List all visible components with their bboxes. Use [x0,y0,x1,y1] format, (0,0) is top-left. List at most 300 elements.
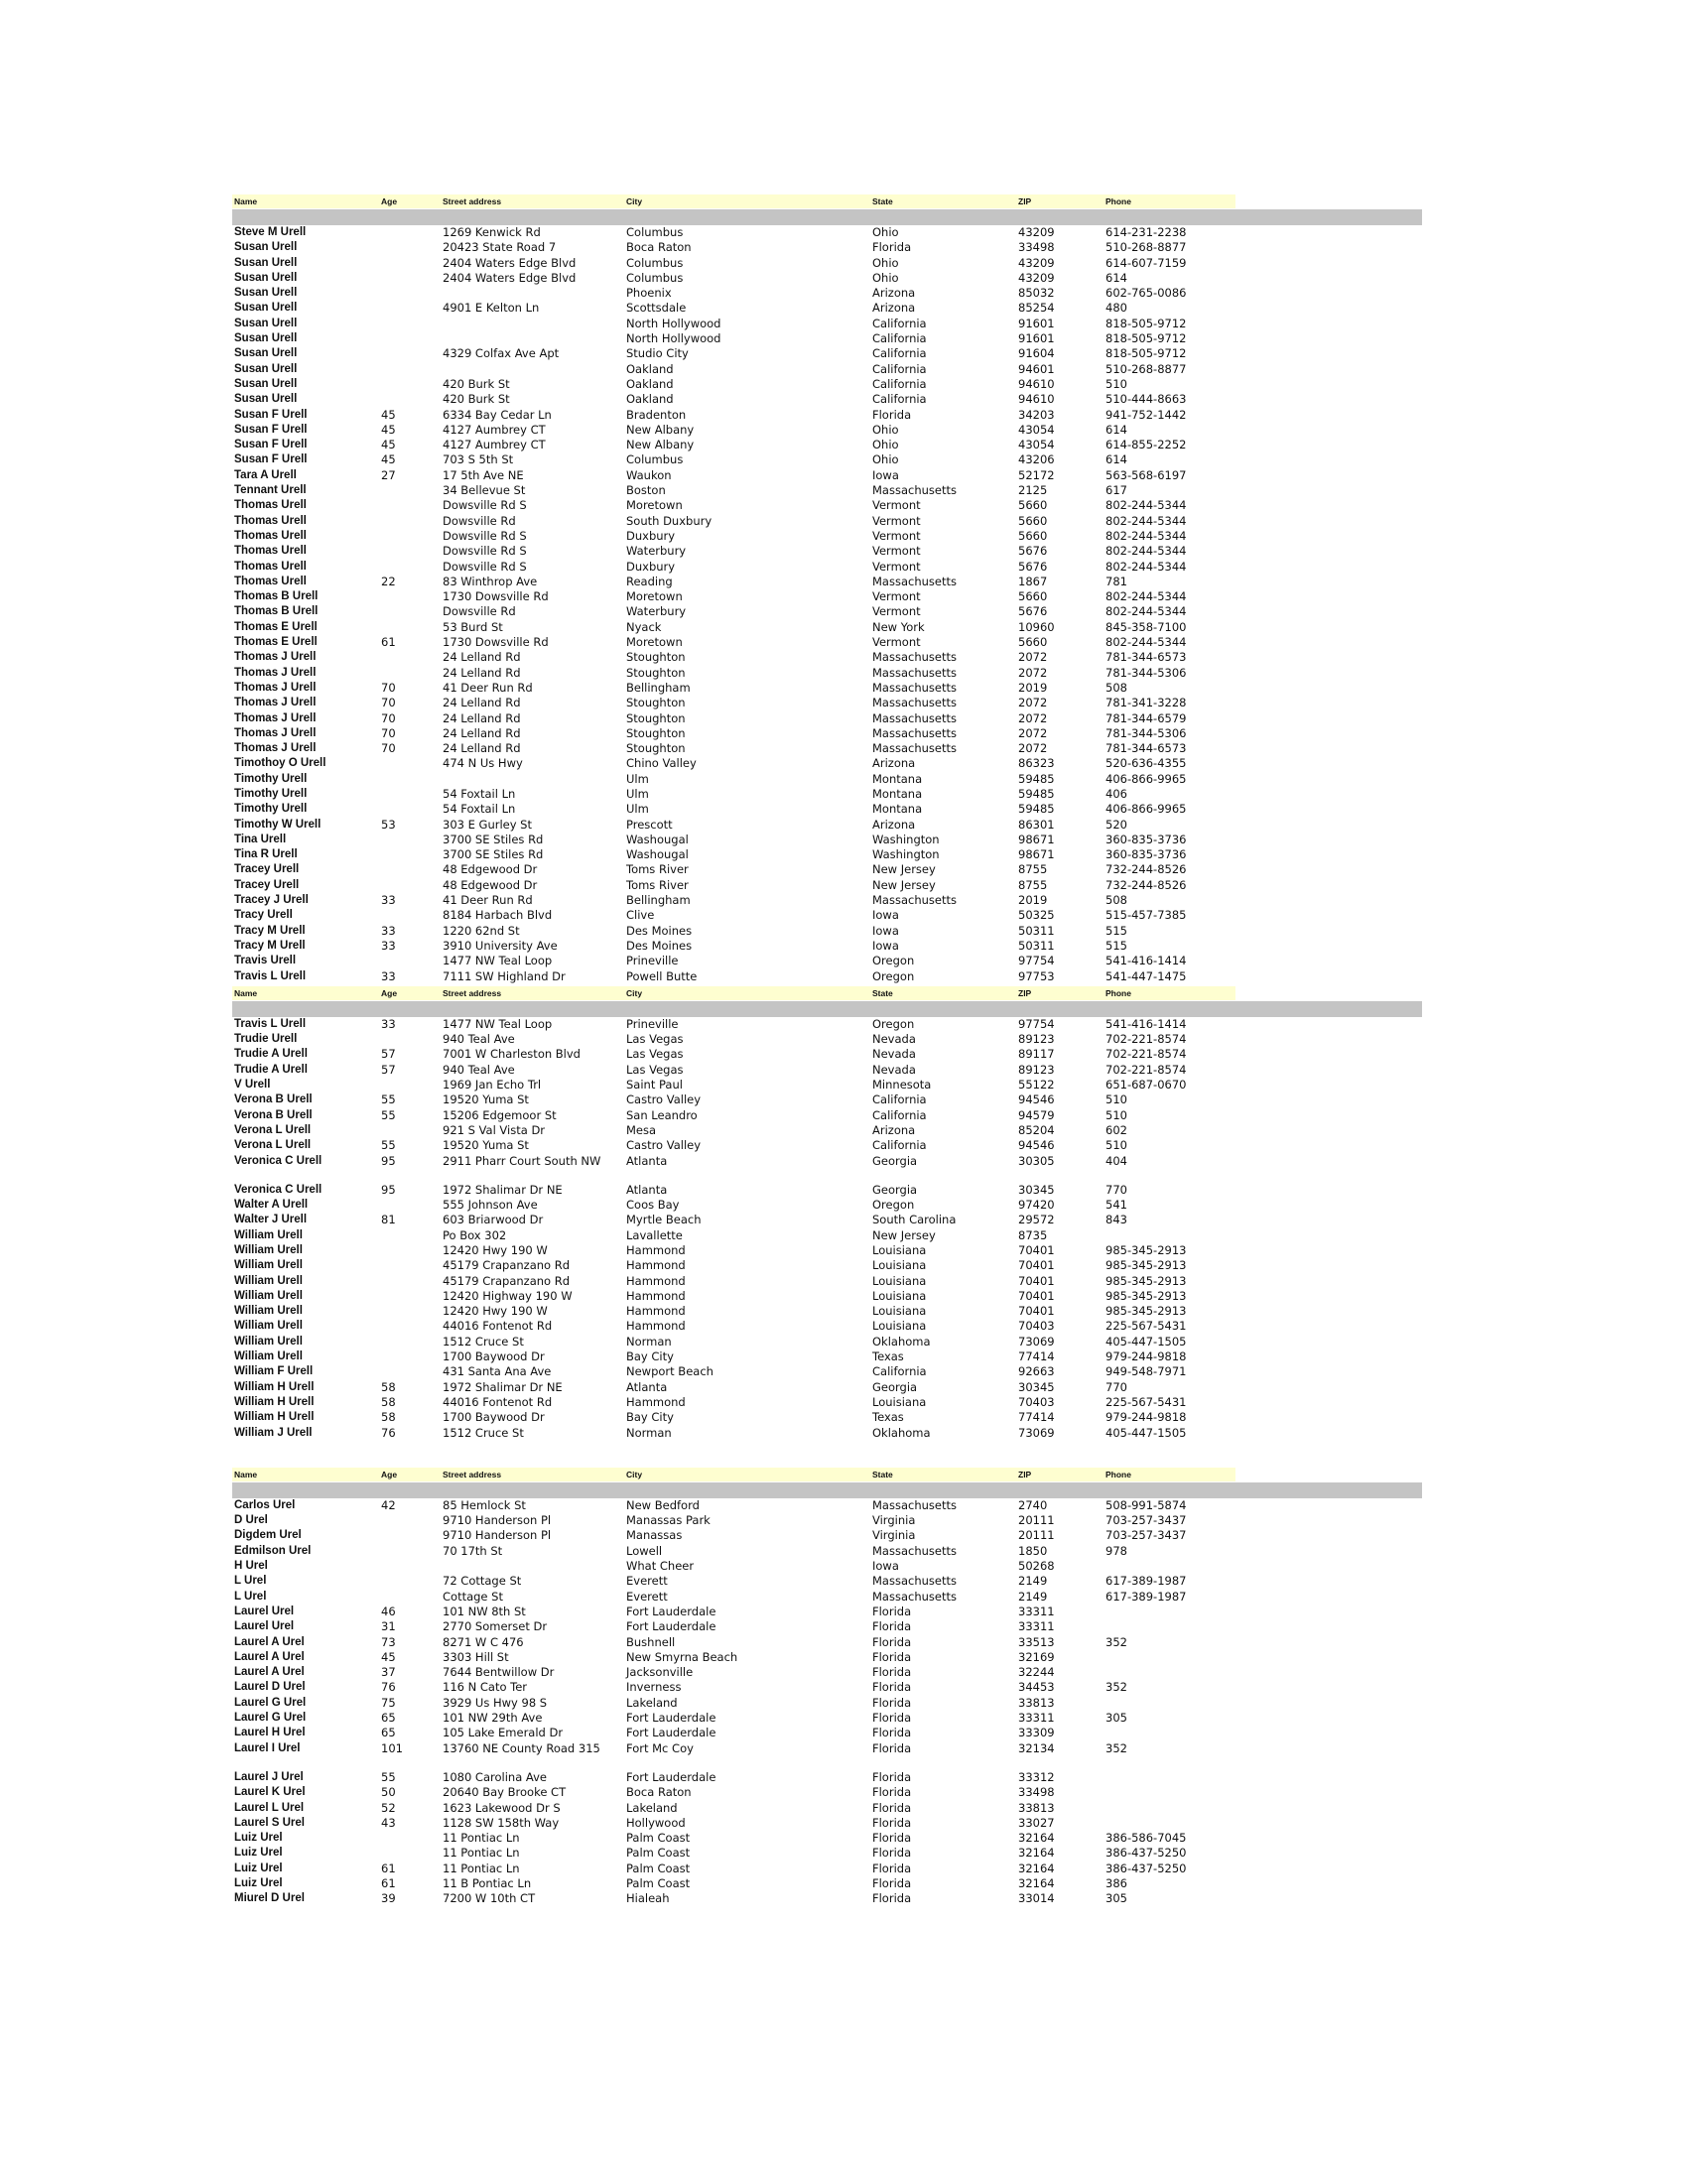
street-cell: 1269 Kenwick Rd [443,225,541,239]
city-cell: Manassas [626,1528,683,1543]
name-cell: Walter A Urell [234,1199,309,1212]
street-cell: 1700 Baywood Dr [443,1410,545,1425]
state-cell: Louisiana [872,1319,927,1334]
street-cell: 3929 Us Hwy 98 S [443,1695,548,1710]
state-cell: Oregon [872,954,915,968]
table-row [232,1498,1423,1513]
name-cell: Luiz Urel [234,1847,283,1860]
table-row [232,589,1423,604]
street-cell: 603 Briarwood Dr [443,1213,544,1227]
street-cell: 1730 Dowsville Rd [443,635,549,650]
name-cell: Susan F Urell [234,439,308,451]
name-cell: Thomas Urell [234,499,307,512]
street-cell: 45179 Crapanzano Rd [443,1273,571,1288]
zip-cell: 32164 [1018,1846,1055,1861]
state-cell: Florida [872,1769,912,1784]
phone-cell: 845-358-7100 [1105,619,1187,634]
street-cell: 41 Deer Run Rd [443,680,533,695]
table-row [232,787,1423,802]
name-cell: Tracey J Urell [234,894,309,907]
phone-cell: 541 [1105,1198,1127,1213]
phone-cell: 541-416-1414 [1105,1016,1187,1031]
age-cell: 52 [381,1800,396,1815]
city-cell: Hammond [626,1319,686,1334]
table-row [232,1017,1423,1032]
table-row [232,1846,1423,1861]
name-cell: Laurel D Urel [234,1681,306,1694]
name-cell: V Urell [234,1079,271,1092]
zip-cell: 77414 [1018,1349,1055,1364]
state-cell: New Jersey [872,877,936,892]
zip-cell: 94601 [1018,361,1055,376]
street-cell: Dowsville Rd S [443,528,527,543]
street-cell: 7200 W 10th CT [443,1891,536,1906]
street-cell: 1512 Cruce St [443,1334,524,1349]
street-cell: 4127 Aumbrey CT [443,422,546,437]
street-cell: 1730 Dowsville Rd [443,589,549,604]
zip-cell: 2149 [1018,1589,1048,1604]
street-cell: 3910 University Ave [443,938,558,953]
zip-cell: 20111 [1018,1513,1055,1528]
zip-cell: 70401 [1018,1273,1055,1288]
phone-cell: 985-345-2913 [1105,1258,1187,1273]
name-cell: Thomas Urell [234,545,307,558]
street-cell: 72 Cottage St [443,1574,522,1589]
city-cell: Oakland [626,392,674,407]
table-row [232,650,1423,665]
street-cell: 19520 Yuma St [443,1092,529,1107]
zip-cell: 50325 [1018,908,1055,923]
state-cell: Louisiana [872,1394,927,1409]
phone-cell: 305 [1105,1711,1127,1726]
name-cell: Thomas J Urell [234,726,317,739]
state-cell: Oregon [872,968,915,983]
city-cell: New Albany [626,422,695,437]
state-cell: Florida [872,1726,912,1740]
state-cell: Massachusetts [872,1574,957,1589]
column-header: City [626,1469,643,1479]
name-cell: William Urell [234,1335,303,1348]
zip-cell: 30305 [1018,1153,1055,1168]
table-row [232,271,1423,286]
zip-cell: 2072 [1018,725,1048,740]
city-cell: South Duxbury [626,513,713,528]
column-header: Phone [1105,196,1131,206]
state-cell: California [872,316,927,330]
name-cell: Susan Urell [234,302,298,315]
phone-cell: 732-244-8526 [1105,862,1187,877]
state-cell: California [872,361,927,376]
city-cell: Everett [626,1589,668,1604]
phone-cell: 818-505-9712 [1105,331,1187,346]
table-row [232,1831,1423,1846]
city-cell: Atlanta [626,1182,668,1197]
table-row [232,423,1423,438]
name-cell: Laurel A Urel [234,1666,305,1679]
name-cell: Laurel K Urel [234,1786,306,1799]
zip-cell: 70403 [1018,1319,1055,1334]
street-cell: 1972 Shalimar Dr NE [443,1379,563,1394]
age-cell: 76 [381,1680,396,1695]
street-cell: 4329 Colfax Ave Apt [443,346,560,361]
table-row [232,1380,1423,1395]
phone-cell: 843 [1105,1213,1127,1227]
phone-cell: 352 [1105,1680,1127,1695]
zip-cell: 10960 [1018,619,1055,634]
header-divider [232,209,1422,225]
phone-cell: 802-244-5344 [1105,528,1187,543]
table-row [232,452,1423,467]
zip-cell: 5660 [1018,528,1048,543]
city-cell: Palm Coast [626,1846,691,1861]
column-header-row [232,194,1235,208]
age-cell: 45 [381,452,396,467]
city-cell: Myrtle Beach [626,1213,702,1227]
state-cell: Arizona [872,756,916,771]
phone-cell: 510-444-8663 [1105,392,1187,407]
table-row [232,666,1423,681]
street-cell: 11 B Pontiac Ln [443,1875,532,1890]
state-cell: California [872,1364,927,1379]
street-cell: Dowsville Rd S [443,544,527,559]
zip-cell: 70401 [1018,1288,1055,1303]
name-cell: Veronica C Urell [234,1154,323,1167]
table-row [232,1711,1423,1726]
name-cell: Susan Urell [234,256,298,269]
column-header: Street address [443,196,502,206]
table-row [232,1680,1423,1695]
city-cell: Saint Paul [626,1078,683,1092]
city-cell: Lavallette [626,1227,683,1242]
state-cell: Georgia [872,1379,918,1394]
name-cell: Tracy Urell [234,909,293,922]
city-cell: Stoughton [626,710,686,725]
state-cell: Florida [872,1740,912,1755]
city-cell: Bushnell [626,1634,676,1649]
city-cell: Manassas Park [626,1513,711,1528]
table-row [232,1801,1423,1816]
zip-cell: 85254 [1018,301,1055,316]
table-row [232,1183,1423,1198]
zip-cell: 2125 [1018,483,1048,498]
phone-cell: 617-389-1987 [1105,1589,1187,1604]
state-cell: Georgia [872,1153,918,1168]
name-cell: L Urel [234,1590,267,1603]
table-row [232,924,1423,939]
table-row [232,1876,1423,1891]
name-cell: Verona B Urell [234,1093,313,1106]
street-cell: 3700 SE Stiles Rd [443,832,544,846]
phone-cell: 617 [1105,483,1127,498]
name-cell: Susan Urell [234,271,298,284]
state-cell: Massachusetts [872,665,957,680]
zip-cell: 5660 [1018,589,1048,604]
table-row [232,696,1423,710]
phone-cell: 515-457-7385 [1105,908,1187,923]
name-cell: Susan Urell [234,393,298,406]
city-cell: Moretown [626,589,683,604]
state-cell: Florida [872,1711,912,1726]
phone-cell: 508 [1105,680,1127,695]
zip-cell: 2740 [1018,1497,1048,1512]
name-cell: William H Urell [234,1380,315,1393]
table-row [232,438,1423,452]
table-row [232,1078,1423,1092]
listing-section [232,986,1423,1441]
zip-cell: 33813 [1018,1695,1055,1710]
name-cell: Thomas E Urell [234,636,318,649]
zip-cell: 5676 [1018,559,1048,574]
name-cell: Susan F Urell [234,453,308,466]
table-row [232,1138,1423,1153]
state-cell: Oregon [872,1198,915,1213]
phone-cell: 510 [1105,1138,1127,1153]
table-row [232,1574,1423,1589]
zip-cell: 94610 [1018,376,1055,391]
city-cell: Des Moines [626,938,693,953]
name-cell: Tina R Urell [234,848,298,861]
name-cell: William Urell [234,1350,303,1363]
city-cell: Oakland [626,376,674,391]
state-cell: Virginia [872,1528,916,1543]
column-header: City [626,196,643,206]
age-cell: 33 [381,938,396,953]
state-cell: California [872,392,927,407]
phone-cell: 515 [1105,938,1127,953]
phone-cell: 405-447-1505 [1105,1334,1187,1349]
age-cell: 58 [381,1394,396,1409]
table-row [232,1092,1423,1107]
street-cell: 105 Lake Emerald Dr [443,1726,564,1740]
zip-cell: 32244 [1018,1665,1055,1680]
table-row [232,1243,1423,1258]
age-cell: 43 [381,1815,396,1830]
city-cell: Everett [626,1574,668,1589]
street-cell: 8271 W C 476 [443,1634,524,1649]
zip-cell: 33312 [1018,1769,1055,1784]
age-cell: 46 [381,1604,396,1618]
state-cell: Florida [872,1695,912,1710]
city-cell: Palm Coast [626,1875,691,1890]
phone-cell: 985-345-2913 [1105,1273,1187,1288]
phone-cell: 802-244-5344 [1105,635,1187,650]
street-cell: 921 S Val Vista Dr [443,1122,546,1137]
city-cell: Oakland [626,361,674,376]
zip-cell: 5660 [1018,513,1048,528]
street-cell: 13760 NE County Road 315 [443,1740,600,1755]
age-cell: 70 [381,725,396,740]
table-row [232,939,1423,954]
zip-cell: 2072 [1018,696,1048,710]
name-cell: Trudie A Urell [234,1048,308,1061]
name-cell: William Urell [234,1259,303,1272]
city-cell: Lakeland [626,1695,678,1710]
name-cell: Veronica C Urell [234,1183,323,1196]
zip-cell: 1850 [1018,1543,1048,1558]
city-cell: Prineville [626,954,679,968]
city-cell: Fort Lauderdale [626,1711,716,1726]
state-cell: Florida [872,1891,912,1906]
phone-cell: 802-244-5344 [1105,513,1187,528]
name-cell: Laurel J Urel [234,1770,304,1783]
zip-cell: 98671 [1018,847,1055,862]
age-cell: 37 [381,1665,396,1680]
table-row [232,1891,1423,1906]
age-cell: 81 [381,1213,396,1227]
state-cell: Ohio [872,225,899,239]
state-cell: California [872,331,927,346]
city-cell: Washougal [626,847,689,862]
zip-cell: 94579 [1018,1107,1055,1122]
table-row [232,1559,1423,1574]
name-cell: Digdem Urel [234,1529,302,1542]
age-cell: 101 [381,1740,403,1755]
zip-cell: 2072 [1018,710,1048,725]
table-row [232,969,1423,984]
phone-cell: 617-389-1987 [1105,1574,1187,1589]
name-cell: Thomas J Urell [234,697,317,709]
table-row [232,225,1423,240]
table-row [232,1047,1423,1062]
table-row [232,1726,1423,1740]
street-cell: 116 N Cato Ter [443,1680,528,1695]
zip-cell: 33498 [1018,240,1055,255]
column-header-row [232,986,1235,1000]
name-cell: Timothy Urell [234,803,308,816]
phone-cell: 651-687-0670 [1105,1078,1187,1092]
zip-cell: 33498 [1018,1785,1055,1800]
name-cell: Edmilson Urel [234,1544,312,1557]
table-row [232,681,1423,696]
table-row [232,346,1423,361]
zip-cell: 33813 [1018,1800,1055,1815]
phone-cell: 386-437-5250 [1105,1846,1187,1861]
street-cell: 1969 Jan Echo Trl [443,1078,542,1092]
table-row [232,726,1423,741]
state-cell: New York [872,619,925,634]
street-cell: 48 Edgewood Dr [443,877,538,892]
zip-cell: 55122 [1018,1078,1055,1092]
phone-cell: 781-344-5306 [1105,665,1187,680]
table-row [232,483,1423,498]
street-cell: 4127 Aumbrey CT [443,438,546,452]
state-cell: Florida [872,1680,912,1695]
table-row [232,1665,1423,1680]
table-row [232,1364,1423,1379]
street-cell: 2911 Pharr Court South NW [443,1153,601,1168]
name-cell: Laurel A Urel [234,1635,305,1648]
zip-cell: 29572 [1018,1213,1055,1227]
name-cell: Timothy W Urell [234,818,322,831]
name-cell: Tracey Urell [234,878,300,891]
age-cell: 76 [381,1425,396,1440]
street-cell: 24 Lelland Rd [443,650,521,665]
phone-cell: 703-257-3437 [1105,1528,1187,1543]
name-cell: Thomas Urell [234,575,307,587]
state-cell: Florida [872,240,912,255]
zip-cell: 43054 [1018,438,1055,452]
zip-cell: 52172 [1018,467,1055,482]
city-cell: Duxbury [626,528,676,543]
phone-cell: 702-221-8574 [1105,1032,1187,1047]
column-header: ZIP [1018,1469,1032,1479]
age-cell: 61 [381,635,396,650]
name-cell: Timothy Urell [234,772,308,785]
phone-cell: 515 [1105,923,1127,938]
table-row [232,1395,1423,1410]
city-cell: Bay City [626,1410,674,1425]
zip-cell: 50268 [1018,1559,1055,1574]
city-cell: Inverness [626,1680,682,1695]
city-cell: Mesa [626,1122,657,1137]
table-row [232,1785,1423,1800]
table-row [232,847,1423,862]
street-cell: 45179 Crapanzano Rd [443,1258,571,1273]
table-row [232,1770,1423,1785]
table-row [232,1304,1423,1319]
phone-cell: 949-548-7971 [1105,1364,1187,1379]
state-cell: Iowa [872,923,899,938]
table-row [232,1274,1423,1289]
state-cell: Massachusetts [872,741,957,756]
name-cell: Laurel I Urel [234,1741,301,1754]
city-cell: Washougal [626,832,689,846]
age-cell: 55 [381,1769,396,1784]
name-cell: Timothoy O Urell [234,757,326,770]
state-cell: Louisiana [872,1258,927,1273]
zip-cell: 91601 [1018,316,1055,330]
zip-cell: 92663 [1018,1364,1055,1379]
street-cell: 15206 Edgemoor St [443,1107,557,1122]
phone-cell: 480 [1105,301,1127,316]
name-cell: Tara A Urell [234,468,297,481]
phone-cell: 802-244-5344 [1105,498,1187,513]
city-cell: Stoughton [626,665,686,680]
city-cell: Phoenix [626,286,672,301]
state-cell: Vermont [872,498,921,513]
age-cell: 31 [381,1619,396,1634]
table-row [232,741,1423,756]
column-header: Street address [443,1469,502,1479]
street-cell: 1700 Baywood Dr [443,1349,545,1364]
name-cell: Susan Urell [234,317,298,329]
phone-cell: 770 [1105,1182,1127,1197]
zip-cell: 2072 [1018,650,1048,665]
city-cell: Waterbury [626,604,687,619]
state-cell: Nevada [872,1047,916,1062]
age-cell: 75 [381,1695,396,1710]
table-row [232,1063,1423,1078]
name-cell: Laurel Urel [234,1620,295,1633]
street-cell: 474 N Us Hwy [443,756,523,771]
street-cell: Dowsville Rd [443,513,516,528]
table-row [232,575,1423,589]
zip-cell: 30345 [1018,1379,1055,1394]
street-cell: 101 NW 29th Ave [443,1711,543,1726]
street-cell: 17 5th Ave NE [443,467,524,482]
name-cell: Laurel G Urel [234,1696,307,1709]
zip-cell: 97754 [1018,954,1055,968]
zip-cell: 94546 [1018,1092,1055,1107]
name-cell: Thomas B Urell [234,590,319,603]
phone-cell: 614 [1105,452,1127,467]
city-cell: Norman [626,1334,672,1349]
street-cell: 6334 Bay Cedar Ln [443,407,552,422]
city-cell: Lowell [626,1543,663,1558]
column-header: State [872,1469,893,1479]
phone-cell: 781 [1105,574,1127,588]
table-row [232,756,1423,771]
